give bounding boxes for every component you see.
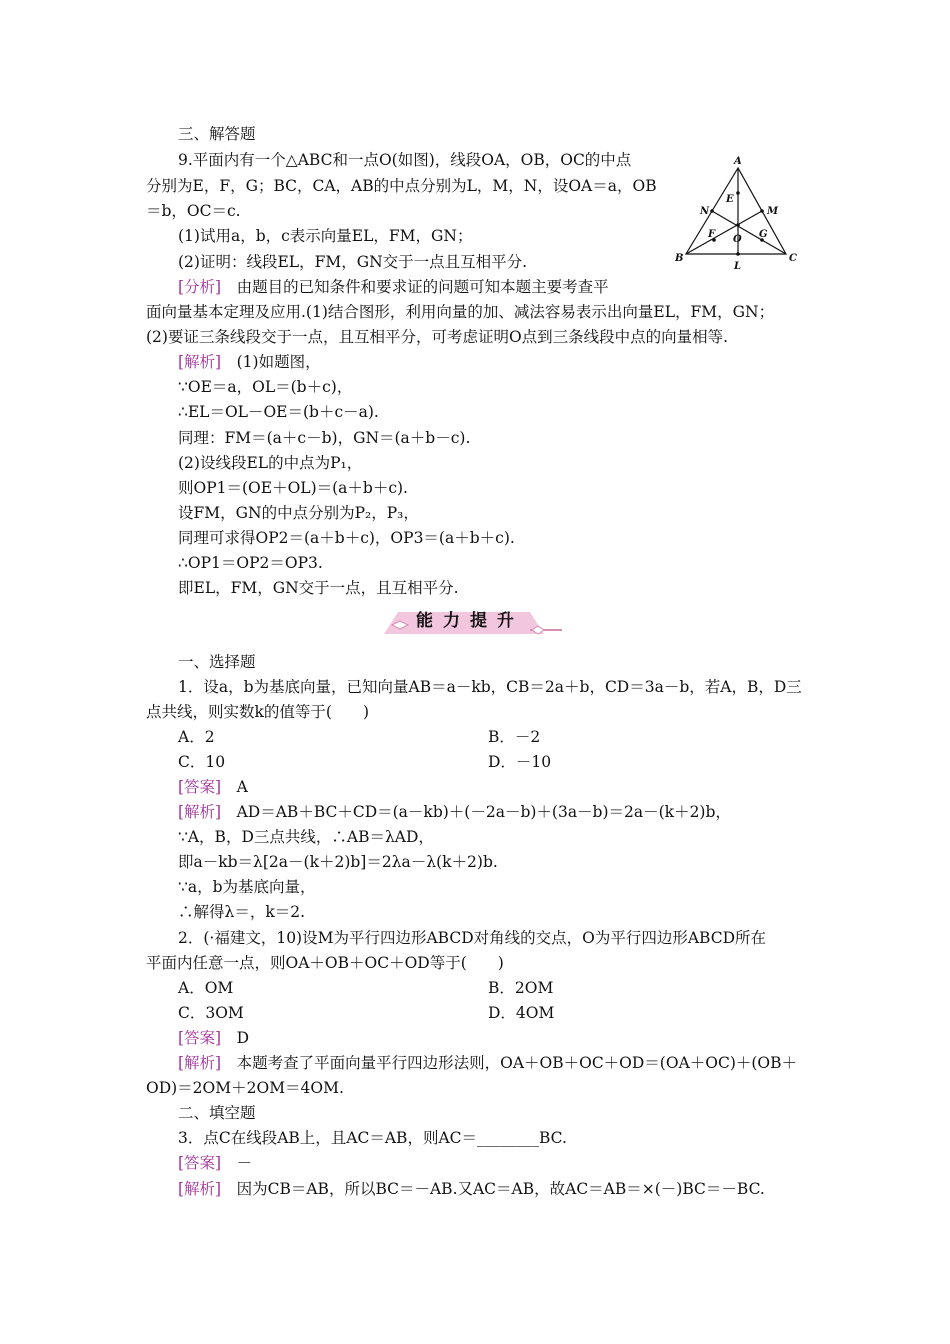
answer-value: D xyxy=(221,1029,250,1047)
q9-analysis-line2: 面向量基本定理及应用.(1)结合图形，利用向量的加、减法容易表示出向量EL，FM，GN； xyxy=(146,303,775,321)
answer-tag: [答案] xyxy=(178,1154,222,1172)
q9-solution-line: ∴EL＝OL－OE＝(b＋c－a). xyxy=(178,403,379,421)
q1-option-d: D．－10 xyxy=(488,753,552,771)
q2-option-c: C．3OM xyxy=(178,1004,244,1022)
answer-value: － xyxy=(221,1154,253,1172)
figure-label-l: L xyxy=(734,261,742,272)
q9-solution-line: 同理：FM＝(a＋c－b)，GN＝(a＋b－c). xyxy=(178,429,471,447)
solution-text: AD＝AB＋BC＋CD＝(a－kb)＋(－2a－b)＋(3a－b)＝2a－(k＋2)b， xyxy=(221,803,731,821)
figure-label-m: M xyxy=(767,206,779,217)
analysis-tag: [分析] xyxy=(178,278,222,296)
analysis-text: 由题目的已知条件和要求证的问题可知本题主要考查平 xyxy=(221,278,609,296)
figure-label-e: E xyxy=(726,194,734,205)
q2-option-b: B．2OM xyxy=(488,979,554,997)
q9-solution-line: (2)设线段EL的中点为P₁， xyxy=(178,454,363,472)
q1-solution-line: ∴解得λ＝，k＝2. xyxy=(178,903,306,921)
q9-text-line3: ＝b，OC＝c. xyxy=(146,202,241,220)
answer-tag: [答案] xyxy=(178,1029,222,1047)
q2-option-d: D．4OM xyxy=(488,1004,555,1022)
q2-solution-line2: OD)＝2OM＋2OM＝4OM. xyxy=(146,1079,344,1097)
figure-label-b: B xyxy=(675,253,684,264)
figure-label-c: C xyxy=(789,253,797,264)
q9-solution-line: 同理可求得OP2＝(a＋b＋c)，OP3＝(a＋b＋c). xyxy=(178,529,515,547)
q3-text: 3．点C在线段AB上，且AC＝AB，则AC＝________BC. xyxy=(178,1129,567,1147)
banner-title: 能力提升 xyxy=(416,611,524,631)
q1-solution-line: ∵A，B，D三点共线，∴AB＝λAD， xyxy=(178,828,434,846)
q9-solution-line1 xyxy=(178,352,321,372)
triangle-figure xyxy=(672,150,802,272)
q1-solution-line1 xyxy=(178,802,731,822)
q1-option-b: B．－2 xyxy=(488,728,541,746)
solution-tag: [解析] xyxy=(178,1180,222,1198)
section-heading-fill: 二、填空题 xyxy=(178,1104,256,1122)
figure-label-n: N xyxy=(700,206,710,217)
q9-text-line1: 9.平面内有一个△ABC和一点O(如图)，线段OA，OB，OC的中点 xyxy=(178,151,632,169)
q9-solution-line: ∴OP1＝OP2＝OP3. xyxy=(178,554,323,572)
q9-solution-line: 设FM，GN的中点分别为P₂，P₃， xyxy=(178,504,419,522)
solution-text: (1)如题图， xyxy=(221,353,321,371)
solution-tag: [解析] xyxy=(178,1054,222,1072)
figure-label-a: A xyxy=(734,156,742,167)
q9-analysis-line3: (2)要证三条线段交于一点，且互相平分，可考虑证明O点到三条线段中点的向量相等. xyxy=(146,328,729,346)
q3-solution xyxy=(178,1179,765,1199)
figure-label-g: G xyxy=(759,229,768,240)
q1-answer xyxy=(178,777,248,797)
solution-tag: [解析] xyxy=(178,353,222,371)
q9-solution-line: 即EL，FM，GN交于一点，且互相平分. xyxy=(178,579,459,597)
q2-answer xyxy=(178,1028,249,1048)
q2-text-line1: 2．(·福建文，10)设M为平行四边形ABCD对角线的交点，O为平行四边形ABCD所在 xyxy=(178,929,767,947)
section-heading-choice: 一、选择题 xyxy=(178,653,256,671)
q9-text-line2: 分别为E，F，G；BC，CA，AB的中点分别为L，M，N，设OA＝a，OB xyxy=(146,177,657,195)
q1-text-line1: 1．设a，b为基底向量，已知向量AB＝a－kb，CB＝2a＋b，CD＝3a－b，若A，B，D三 xyxy=(178,678,802,696)
solution-text: 因为CB＝AB，所以BC＝－AB.又AC＝AB，故AC＝AB＝×(－)BC＝－BC. xyxy=(221,1180,765,1198)
q1-solution-line: ∵a，b为基底向量， xyxy=(178,878,316,896)
figure-label-o: O xyxy=(733,234,742,245)
answer-tag: [答案] xyxy=(178,778,222,796)
solution-tag: [解析] xyxy=(178,803,222,821)
q3-answer xyxy=(178,1153,252,1173)
q9-analysis-line1 xyxy=(178,277,609,297)
section-heading-answer: 三、解答题 xyxy=(178,125,256,143)
q9-solution-line: ∵OE＝a，OL＝(b＋c)， xyxy=(178,378,353,396)
q2-solution-line1 xyxy=(178,1053,797,1073)
solution-text: 本题考查了平面向量平行四边形法则，OA＋OB＋OC＋OD＝(OA＋OC)＋(OB＋ xyxy=(221,1054,798,1072)
q1-option-c: C．10 xyxy=(178,753,226,771)
q2-text-line2: 平面内任意一点，则OA＋OB＋OC＋OD等于( ) xyxy=(146,954,504,972)
answer-value: A xyxy=(221,778,248,796)
q2-option-a: A．OM xyxy=(178,979,234,997)
q1-solution-line: 即a－kb＝λ[2a－(k＋2)b]＝2λa－λ(k＋2)b. xyxy=(178,853,498,871)
q9-part2: (2)证明：线段EL，FM，GN交于一点且互相平分. xyxy=(178,253,528,271)
q1-text-line2: 点共线，则实数k的值等于( ) xyxy=(146,703,369,721)
q1-option-a: A．2 xyxy=(178,728,215,746)
q9-part1: (1)试用a，b，c表示向量EL，FM，GN； xyxy=(178,227,473,245)
q9-solution-line: 则OP1＝(OE＋OL)＝(a＋b＋c). xyxy=(178,479,408,497)
figure-label-f: F xyxy=(708,229,716,240)
